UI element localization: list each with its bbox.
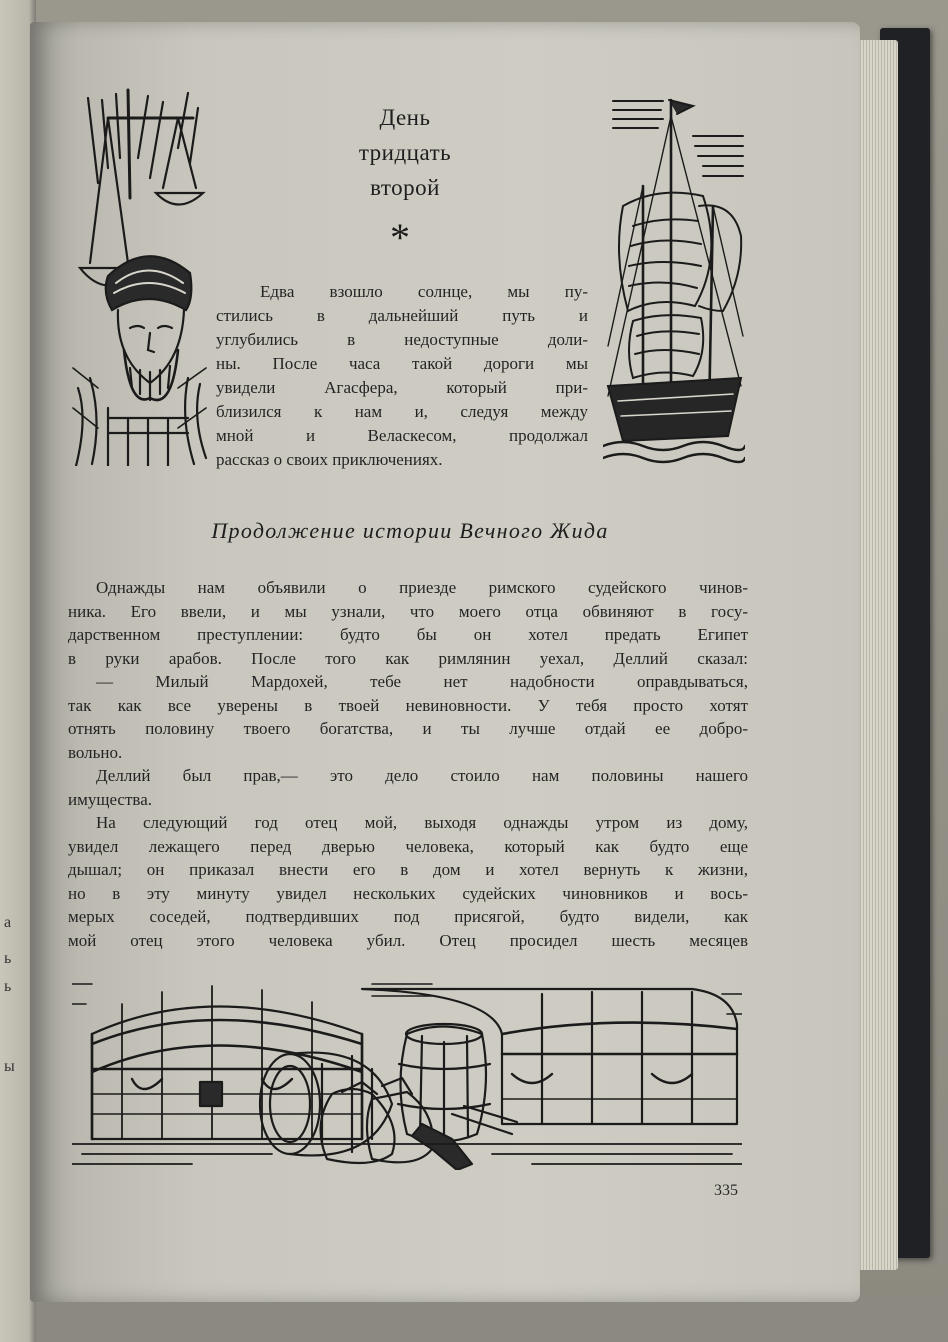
left-page-mark: ы <box>4 1058 15 1075</box>
text-line: мной и Веласкесом, продолжал <box>216 426 588 445</box>
text-line: — Милый Мардохей, тебе нет надобности оправдываться, <box>96 672 748 691</box>
text-line: ны. После часа такой дороги мы <box>216 354 588 373</box>
text-line: но в эту минуту увидел нескольких судейских чиновников и вось- <box>68 883 748 903</box>
text-line: стились в дальнейший путь и <box>216 306 588 325</box>
page-number: 335 <box>714 1182 738 1199</box>
text-line: Деллий был прав,— это дело стоило нам половины нашего <box>96 766 748 785</box>
intro-paragraph <box>216 280 588 472</box>
text-line: имущества. <box>68 789 152 809</box>
text-line: отнять половину твоего богатства, и ты лучше отдай ее добро- <box>68 719 748 738</box>
sailing-ship-illustration <box>603 96 745 468</box>
text-line: мой отец этого человека убил. Отец просидел шесть месяцев <box>68 930 748 950</box>
left-page-mark: ь <box>4 978 12 995</box>
text-line: углубились в недоступные доли- <box>216 330 588 349</box>
text-line: дарственном преступлении: будто бы он хотел предать Египет <box>68 625 748 644</box>
text-line: увидели Агасфера, который при- <box>216 378 588 397</box>
text-line: увидел лежащего перед дверью человека, который как будто еще <box>68 836 748 856</box>
left-page-mark: а <box>4 914 12 931</box>
section-heading: Продолжение истории Вечного Жида <box>211 518 609 543</box>
asterisk-separator: * <box>390 215 410 260</box>
left-page-mark: ь <box>4 950 12 967</box>
text-line: ника. Его ввели, и мы узнали, что моего отца обвиняют в госу- <box>68 601 748 621</box>
chapter-title <box>330 100 480 205</box>
text-line: так как все уверены в твоей невиновности. У тебя просто хотят <box>68 695 748 715</box>
chapter-title-line: второй <box>370 175 440 200</box>
text-line: На следующий год отец мой, выходя однажды утром из дому, <box>96 813 748 832</box>
chapter-title-line: День <box>379 105 431 130</box>
text-line: вольно. <box>68 742 123 762</box>
text-line: мерых соседей, подтвердивших под присягой, будто видели, как <box>68 907 748 926</box>
text-line: Едва взошло солнце, мы пу- <box>260 282 588 301</box>
chapter-title-line: тридцать <box>358 140 452 165</box>
body-text <box>68 576 748 952</box>
text-line: Однажды нам объявили о приезде римского судейского чинов- <box>96 578 748 597</box>
text-line: рассказ о своих приключениях. <box>216 450 443 469</box>
text-line: дышал; он приказал внести его в дом и хотел вернуть к жизни, <box>68 860 748 879</box>
text-line: в руки арабов. После того как римлянин уехал, Деллий сказал: <box>68 648 748 668</box>
scales-and-man-illustration <box>68 88 208 466</box>
text-line: близился к нам и, следуя между <box>216 402 588 421</box>
chests-and-barrels-illustration <box>72 974 742 1170</box>
